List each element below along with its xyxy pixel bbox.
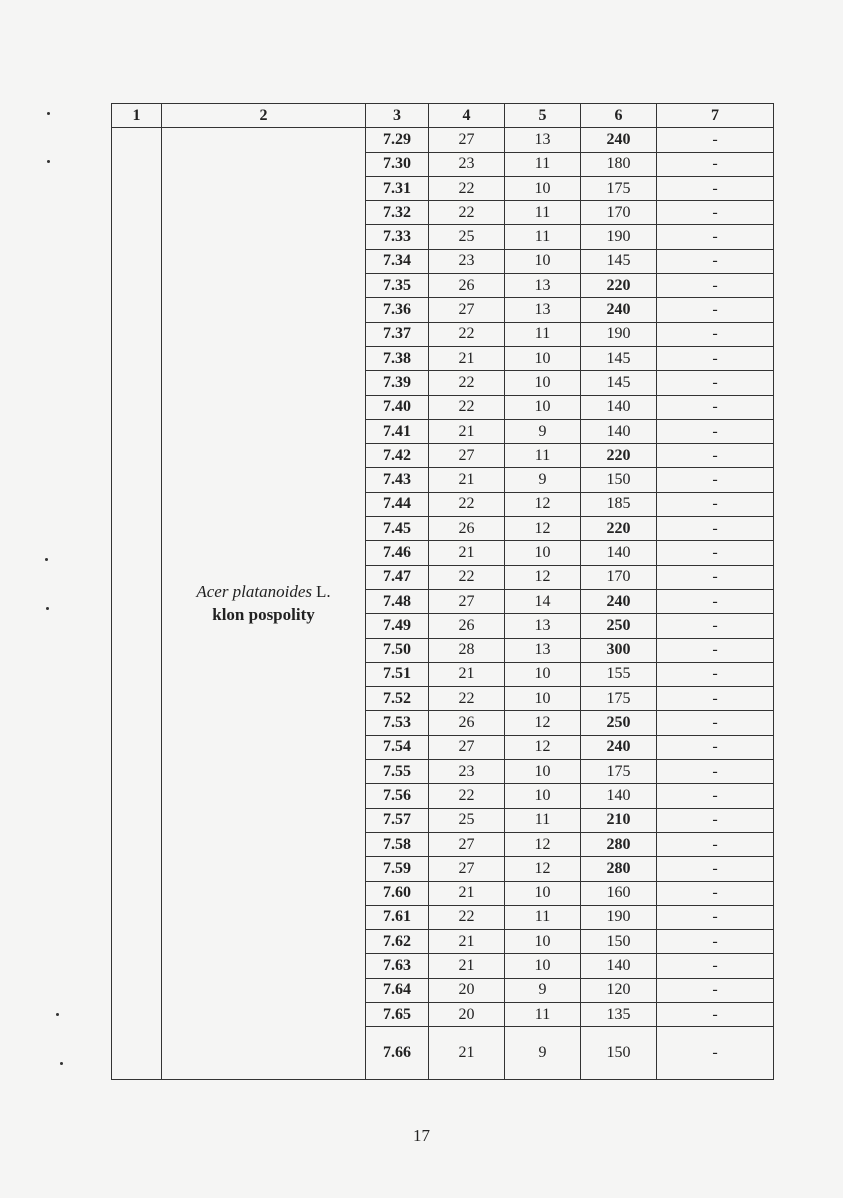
value-cell: 21 <box>429 662 505 686</box>
value-cell: - <box>657 492 774 516</box>
value-cell: 280 <box>581 832 657 856</box>
value-cell: 10 <box>505 541 581 565</box>
value-cell: - <box>657 1027 774 1080</box>
value-cell: 155 <box>581 662 657 686</box>
value-cell: 190 <box>581 905 657 929</box>
value-cell: - <box>657 565 774 589</box>
tree-code-cell: 7.51 <box>366 662 429 686</box>
value-cell: 20 <box>429 1002 505 1026</box>
header-row <box>112 104 774 128</box>
table-row <box>112 128 774 152</box>
value-cell: 210 <box>581 808 657 832</box>
value-cell: 23 <box>429 152 505 176</box>
value-cell: 13 <box>505 614 581 638</box>
value-cell: 240 <box>581 128 657 152</box>
tree-code-cell: 7.33 <box>366 225 429 249</box>
value-cell: 27 <box>429 832 505 856</box>
value-cell: 250 <box>581 711 657 735</box>
value-cell: 28 <box>429 638 505 662</box>
value-cell: 12 <box>505 857 581 881</box>
tree-code-cell: 7.42 <box>366 444 429 468</box>
value-cell: - <box>657 249 774 273</box>
value-cell: 185 <box>581 492 657 516</box>
tree-code-cell: 7.36 <box>366 298 429 322</box>
value-cell: 22 <box>429 492 505 516</box>
value-cell: - <box>657 201 774 225</box>
tree-code-cell: 7.53 <box>366 711 429 735</box>
tree-code-cell: 7.55 <box>366 760 429 784</box>
value-cell: 10 <box>505 784 581 808</box>
value-cell: 21 <box>429 419 505 443</box>
value-cell: 25 <box>429 808 505 832</box>
value-cell: 180 <box>581 152 657 176</box>
value-cell: 240 <box>581 589 657 613</box>
value-cell: 13 <box>505 128 581 152</box>
value-cell: - <box>657 808 774 832</box>
value-cell: - <box>657 857 774 881</box>
tree-code-cell: 7.32 <box>366 201 429 225</box>
page-number: 17 <box>413 1126 430 1145</box>
value-cell: - <box>657 128 774 152</box>
value-cell: - <box>657 541 774 565</box>
value-cell: - <box>657 225 774 249</box>
value-cell: 10 <box>505 371 581 395</box>
value-cell: 21 <box>429 346 505 370</box>
value-cell: 13 <box>505 274 581 298</box>
value-cell: 145 <box>581 249 657 273</box>
value-cell: 10 <box>505 662 581 686</box>
value-cell: 190 <box>581 322 657 346</box>
value-cell: 10 <box>505 930 581 954</box>
value-cell: - <box>657 662 774 686</box>
value-cell: 11 <box>505 1002 581 1026</box>
value-cell: 11 <box>505 444 581 468</box>
species-cultivar: klon pospolity <box>212 605 315 625</box>
value-cell: - <box>657 978 774 1002</box>
tree-code-cell: 7.39 <box>366 371 429 395</box>
value-cell: - <box>657 419 774 443</box>
tree-code-cell: 7.48 <box>366 589 429 613</box>
value-cell: - <box>657 346 774 370</box>
value-cell: 27 <box>429 735 505 759</box>
value-cell: 9 <box>505 978 581 1002</box>
value-cell: 26 <box>429 274 505 298</box>
value-cell: 14 <box>505 589 581 613</box>
value-cell: - <box>657 881 774 905</box>
value-cell: 10 <box>505 760 581 784</box>
value-cell: 22 <box>429 371 505 395</box>
value-cell: 9 <box>505 468 581 492</box>
value-cell: - <box>657 832 774 856</box>
value-cell: 22 <box>429 784 505 808</box>
value-cell: - <box>657 322 774 346</box>
value-cell: - <box>657 711 774 735</box>
value-cell: 140 <box>581 419 657 443</box>
column-1-cell <box>112 128 162 1080</box>
value-cell: 26 <box>429 711 505 735</box>
value-cell: 26 <box>429 517 505 541</box>
value-cell: - <box>657 930 774 954</box>
value-cell: 175 <box>581 176 657 200</box>
value-cell: 11 <box>505 808 581 832</box>
tree-code-cell: 7.47 <box>366 565 429 589</box>
value-cell: 220 <box>581 517 657 541</box>
value-cell: 10 <box>505 176 581 200</box>
value-cell: 22 <box>429 176 505 200</box>
value-cell: 150 <box>581 1027 657 1080</box>
value-cell: 10 <box>505 346 581 370</box>
tree-code-cell: 7.34 <box>366 249 429 273</box>
value-cell: 12 <box>505 492 581 516</box>
value-cell: 12 <box>505 711 581 735</box>
table-body <box>112 128 774 1080</box>
measurement-table <box>111 103 774 1080</box>
value-cell: 240 <box>581 298 657 322</box>
value-cell: 12 <box>505 832 581 856</box>
value-cell: 190 <box>581 225 657 249</box>
species-cell <box>162 128 366 1080</box>
value-cell: 140 <box>581 784 657 808</box>
value-cell: 150 <box>581 930 657 954</box>
value-cell: 140 <box>581 954 657 978</box>
tree-code-cell: 7.57 <box>366 808 429 832</box>
tree-code-cell: 7.37 <box>366 322 429 346</box>
value-cell: 21 <box>429 1027 505 1080</box>
value-cell: 9 <box>505 1027 581 1080</box>
value-cell: 175 <box>581 687 657 711</box>
value-cell: 140 <box>581 395 657 419</box>
value-cell: - <box>657 687 774 711</box>
species-name <box>162 581 365 604</box>
value-cell: 220 <box>581 274 657 298</box>
value-cell: 160 <box>581 881 657 905</box>
column-header: 7 <box>657 104 774 128</box>
value-cell: 27 <box>429 128 505 152</box>
value-cell: 21 <box>429 541 505 565</box>
value-cell: - <box>657 274 774 298</box>
value-cell: - <box>657 954 774 978</box>
value-cell: 23 <box>429 249 505 273</box>
tree-code-cell: 7.31 <box>366 176 429 200</box>
value-cell: - <box>657 395 774 419</box>
column-header: 2 <box>162 104 366 128</box>
tree-code-cell: 7.54 <box>366 735 429 759</box>
tree-code-cell: 7.49 <box>366 614 429 638</box>
value-cell: 9 <box>505 419 581 443</box>
value-cell: 27 <box>429 298 505 322</box>
tree-code-cell: 7.60 <box>366 881 429 905</box>
scan-speck <box>47 160 50 163</box>
value-cell: 26 <box>429 614 505 638</box>
value-cell: - <box>657 517 774 541</box>
scan-speck <box>56 1013 59 1016</box>
value-cell: 120 <box>581 978 657 1002</box>
tree-code-cell: 7.35 <box>366 274 429 298</box>
value-cell: - <box>657 298 774 322</box>
tree-code-cell: 7.61 <box>366 905 429 929</box>
tree-code-cell: 7.52 <box>366 687 429 711</box>
value-cell: 175 <box>581 760 657 784</box>
value-cell: 21 <box>429 930 505 954</box>
value-cell: 145 <box>581 371 657 395</box>
tree-code-cell: 7.59 <box>366 857 429 881</box>
tree-code-cell: 7.38 <box>366 346 429 370</box>
value-cell: 21 <box>429 954 505 978</box>
scan-speck <box>45 558 48 561</box>
value-cell: 145 <box>581 346 657 370</box>
tree-code-cell: 7.29 <box>366 128 429 152</box>
scan-speck <box>46 607 49 610</box>
scan-speck <box>47 112 50 115</box>
value-cell: 21 <box>429 881 505 905</box>
tree-code-cell: 7.50 <box>366 638 429 662</box>
value-cell: - <box>657 589 774 613</box>
tree-code-cell: 7.43 <box>366 468 429 492</box>
value-cell: - <box>657 638 774 662</box>
value-cell: 240 <box>581 735 657 759</box>
value-cell: 170 <box>581 201 657 225</box>
value-cell: 21 <box>429 468 505 492</box>
column-header: 1 <box>112 104 162 128</box>
value-cell: 27 <box>429 857 505 881</box>
value-cell: 13 <box>505 298 581 322</box>
value-cell: 27 <box>429 589 505 613</box>
value-cell: 220 <box>581 444 657 468</box>
value-cell: 10 <box>505 881 581 905</box>
value-cell: - <box>657 760 774 784</box>
tree-code-cell: 7.30 <box>366 152 429 176</box>
value-cell: 22 <box>429 395 505 419</box>
value-cell: - <box>657 444 774 468</box>
value-cell: 140 <box>581 541 657 565</box>
value-cell: 22 <box>429 322 505 346</box>
value-cell: - <box>657 176 774 200</box>
tree-code-cell: 7.40 <box>366 395 429 419</box>
column-header: 5 <box>505 104 581 128</box>
value-cell: 10 <box>505 249 581 273</box>
value-cell: 11 <box>505 905 581 929</box>
value-cell: 13 <box>505 638 581 662</box>
tree-code-cell: 7.46 <box>366 541 429 565</box>
species-latin: Acer platanoides <box>196 582 313 602</box>
value-cell: 300 <box>581 638 657 662</box>
value-cell: 11 <box>505 225 581 249</box>
value-cell: 22 <box>429 201 505 225</box>
value-cell: 11 <box>505 152 581 176</box>
value-cell: - <box>657 152 774 176</box>
tree-code-cell: 7.64 <box>366 978 429 1002</box>
value-cell: 12 <box>505 565 581 589</box>
value-cell: 10 <box>505 395 581 419</box>
value-cell: 280 <box>581 857 657 881</box>
value-cell: 25 <box>429 225 505 249</box>
tree-code-cell: 7.44 <box>366 492 429 516</box>
value-cell: 170 <box>581 565 657 589</box>
value-cell: 150 <box>581 468 657 492</box>
value-cell: 22 <box>429 687 505 711</box>
value-cell: 23 <box>429 760 505 784</box>
column-header: 3 <box>366 104 429 128</box>
value-cell: - <box>657 371 774 395</box>
value-cell: 20 <box>429 978 505 1002</box>
tree-code-cell: 7.45 <box>366 517 429 541</box>
tree-code-cell: 7.62 <box>366 930 429 954</box>
tree-code-cell: 7.66 <box>366 1027 429 1080</box>
tree-code-cell: 7.58 <box>366 832 429 856</box>
value-cell: 12 <box>505 517 581 541</box>
value-cell: 10 <box>505 687 581 711</box>
value-cell: 135 <box>581 1002 657 1026</box>
tree-code-cell: 7.63 <box>366 954 429 978</box>
value-cell: 22 <box>429 905 505 929</box>
tree-code-cell: 7.65 <box>366 1002 429 1026</box>
scan-speck <box>60 1062 63 1065</box>
tree-code-cell: 7.41 <box>366 419 429 443</box>
value-cell: 12 <box>505 735 581 759</box>
column-header: 6 <box>581 104 657 128</box>
value-cell: - <box>657 784 774 808</box>
value-cell: 10 <box>505 954 581 978</box>
column-header: 4 <box>429 104 505 128</box>
value-cell: - <box>657 614 774 638</box>
value-cell: - <box>657 905 774 929</box>
species-author: L. <box>316 582 331 602</box>
value-cell: 27 <box>429 444 505 468</box>
value-cell: - <box>657 735 774 759</box>
value-cell: 11 <box>505 201 581 225</box>
value-cell: 22 <box>429 565 505 589</box>
value-cell: - <box>657 1002 774 1026</box>
value-cell: 250 <box>581 614 657 638</box>
tree-code-cell: 7.56 <box>366 784 429 808</box>
value-cell: 11 <box>505 322 581 346</box>
value-cell: - <box>657 468 774 492</box>
